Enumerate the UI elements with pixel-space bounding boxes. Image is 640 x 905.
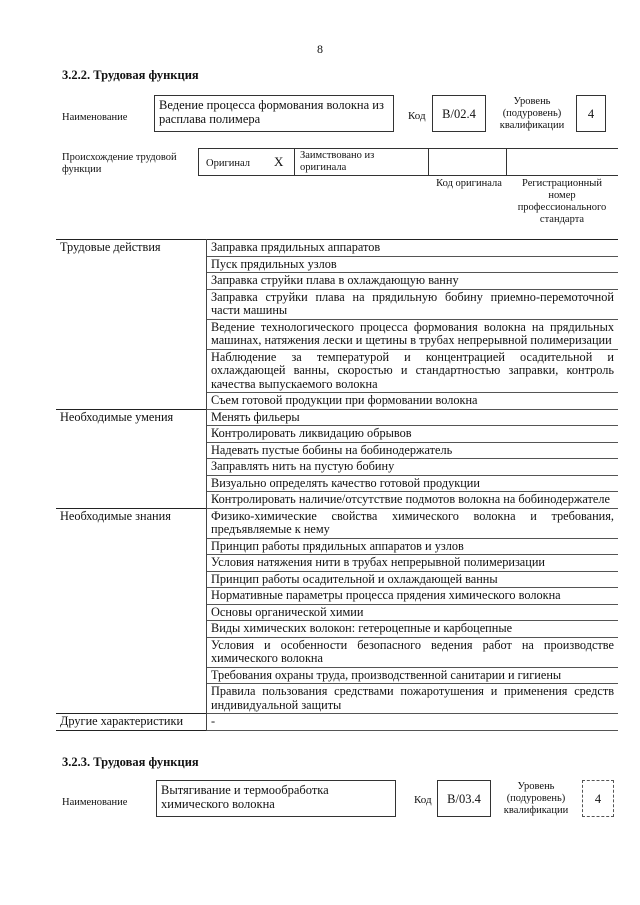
list-item: Контролировать ликвидацию обрывов [207, 426, 619, 443]
list-item: Физико-химические свойства химического волокна и требования, предъявляемые к нему [207, 508, 619, 538]
section-323-code-label: Код [414, 794, 432, 806]
list-item: Надевать пустые бобины на бобинодержатель [207, 442, 619, 459]
list-item: Заправка струйки плава на прядильную бобину приемно-перемоточной части машины [207, 289, 619, 319]
group-label: Необходимые умения [56, 409, 207, 508]
list-item: Наблюдение за температурой и концентрацией осадительной и охлаждающей ванны, скоростью и стандартностью заправки, контроль качества выпускаемого волокна [207, 349, 619, 393]
page-number: 8 [317, 42, 323, 56]
origin-row [198, 148, 618, 176]
list-item: Принцип работы прядильных аппаратов и узлов [207, 538, 619, 555]
list-item: Заправка прядильных аппаратов [207, 240, 619, 257]
list-item: Контролировать наличие/отсутствие подмотов волокна на бобинодержателе [207, 492, 619, 509]
table-row [56, 714, 618, 731]
section-322-code-value: B/02.4 [432, 95, 486, 132]
section-322-name-value: Ведение процесса формования волокна из расплава полимера [154, 95, 394, 132]
section-323-level-label: Уровень (подуровень) квалификации [503, 781, 569, 816]
list-item: Условия и особенности безопасного ведения работ на производстве химического волокна [207, 637, 619, 667]
list-item: Условия натяжения нити в трубах непрерывной полимеризации [207, 555, 619, 572]
list-item: Виды химических волокон: гетероцепные и карбоцепные [207, 621, 619, 638]
section-323-name-label: Наименование [62, 797, 128, 808]
list-item: Требования охраны труда, производственной санитарии и гигиены [207, 667, 619, 684]
labor-function-table [56, 239, 618, 731]
list-item: Визуально определять качество готовой продукции [207, 475, 619, 492]
section-322-title: 3.2.2. Трудовая функция [62, 68, 199, 82]
group-label: Другие характеристики [56, 714, 207, 731]
list-item: Менять фильеры [207, 409, 619, 426]
origin-label: Происхождение трудовой функции [62, 152, 177, 175]
borrowed-label: Заимствовано из оригинала [300, 150, 375, 173]
group-label: Трудовые действия [56, 240, 207, 410]
list-item: Правила пользования средствами пожаротушения и применения средств индивидуальной защиты [207, 684, 619, 714]
list-item: - [207, 714, 619, 731]
list-item: Нормативные параметры процесса прядения химического волокна [207, 588, 619, 605]
list-item: Принцип работы осадительной и охлаждающей ванны [207, 571, 619, 588]
list-item: Заправка струйки плава в охлаждающую ванну [207, 273, 619, 290]
section-323-code-value: B/03.4 [437, 780, 491, 817]
section-322-code-label: Код [408, 110, 426, 122]
section-322-name-label: Наименование [62, 112, 128, 123]
table-row [56, 508, 618, 538]
reg-number-caption: Регистрационный номер профессионального стандарта [517, 178, 607, 225]
list-item: Основы органической химии [207, 604, 619, 621]
table-row [56, 240, 618, 257]
list-item: Пуск прядильных узлов [207, 256, 619, 273]
section-322-level-value: 4 [576, 95, 606, 132]
list-item: Ведение технологического процесса формования волокна на прядильных машинах, натяжения лески и щетины в трубах непрерывной полимеризации [207, 319, 619, 349]
table-row [56, 409, 618, 426]
section-323-level-value: 4 [582, 780, 614, 817]
section-322-level-label: Уровень (подуровень) квалификации [499, 96, 565, 131]
list-item: Заправлять нить на пустую бобину [207, 459, 619, 476]
section-323-name-value: Вытягивание и термообработка химического волокна [156, 780, 396, 817]
list-item: Съем готовой продукции при формовании волокна [207, 393, 619, 410]
section-323-title: 3.2.3. Трудовая функция [62, 755, 199, 769]
group-label: Необходимые знания [56, 508, 207, 714]
original-label: Оригинал [206, 158, 250, 169]
original-mark: X [274, 154, 284, 169]
code-original-caption: Код оригинала [436, 178, 502, 189]
